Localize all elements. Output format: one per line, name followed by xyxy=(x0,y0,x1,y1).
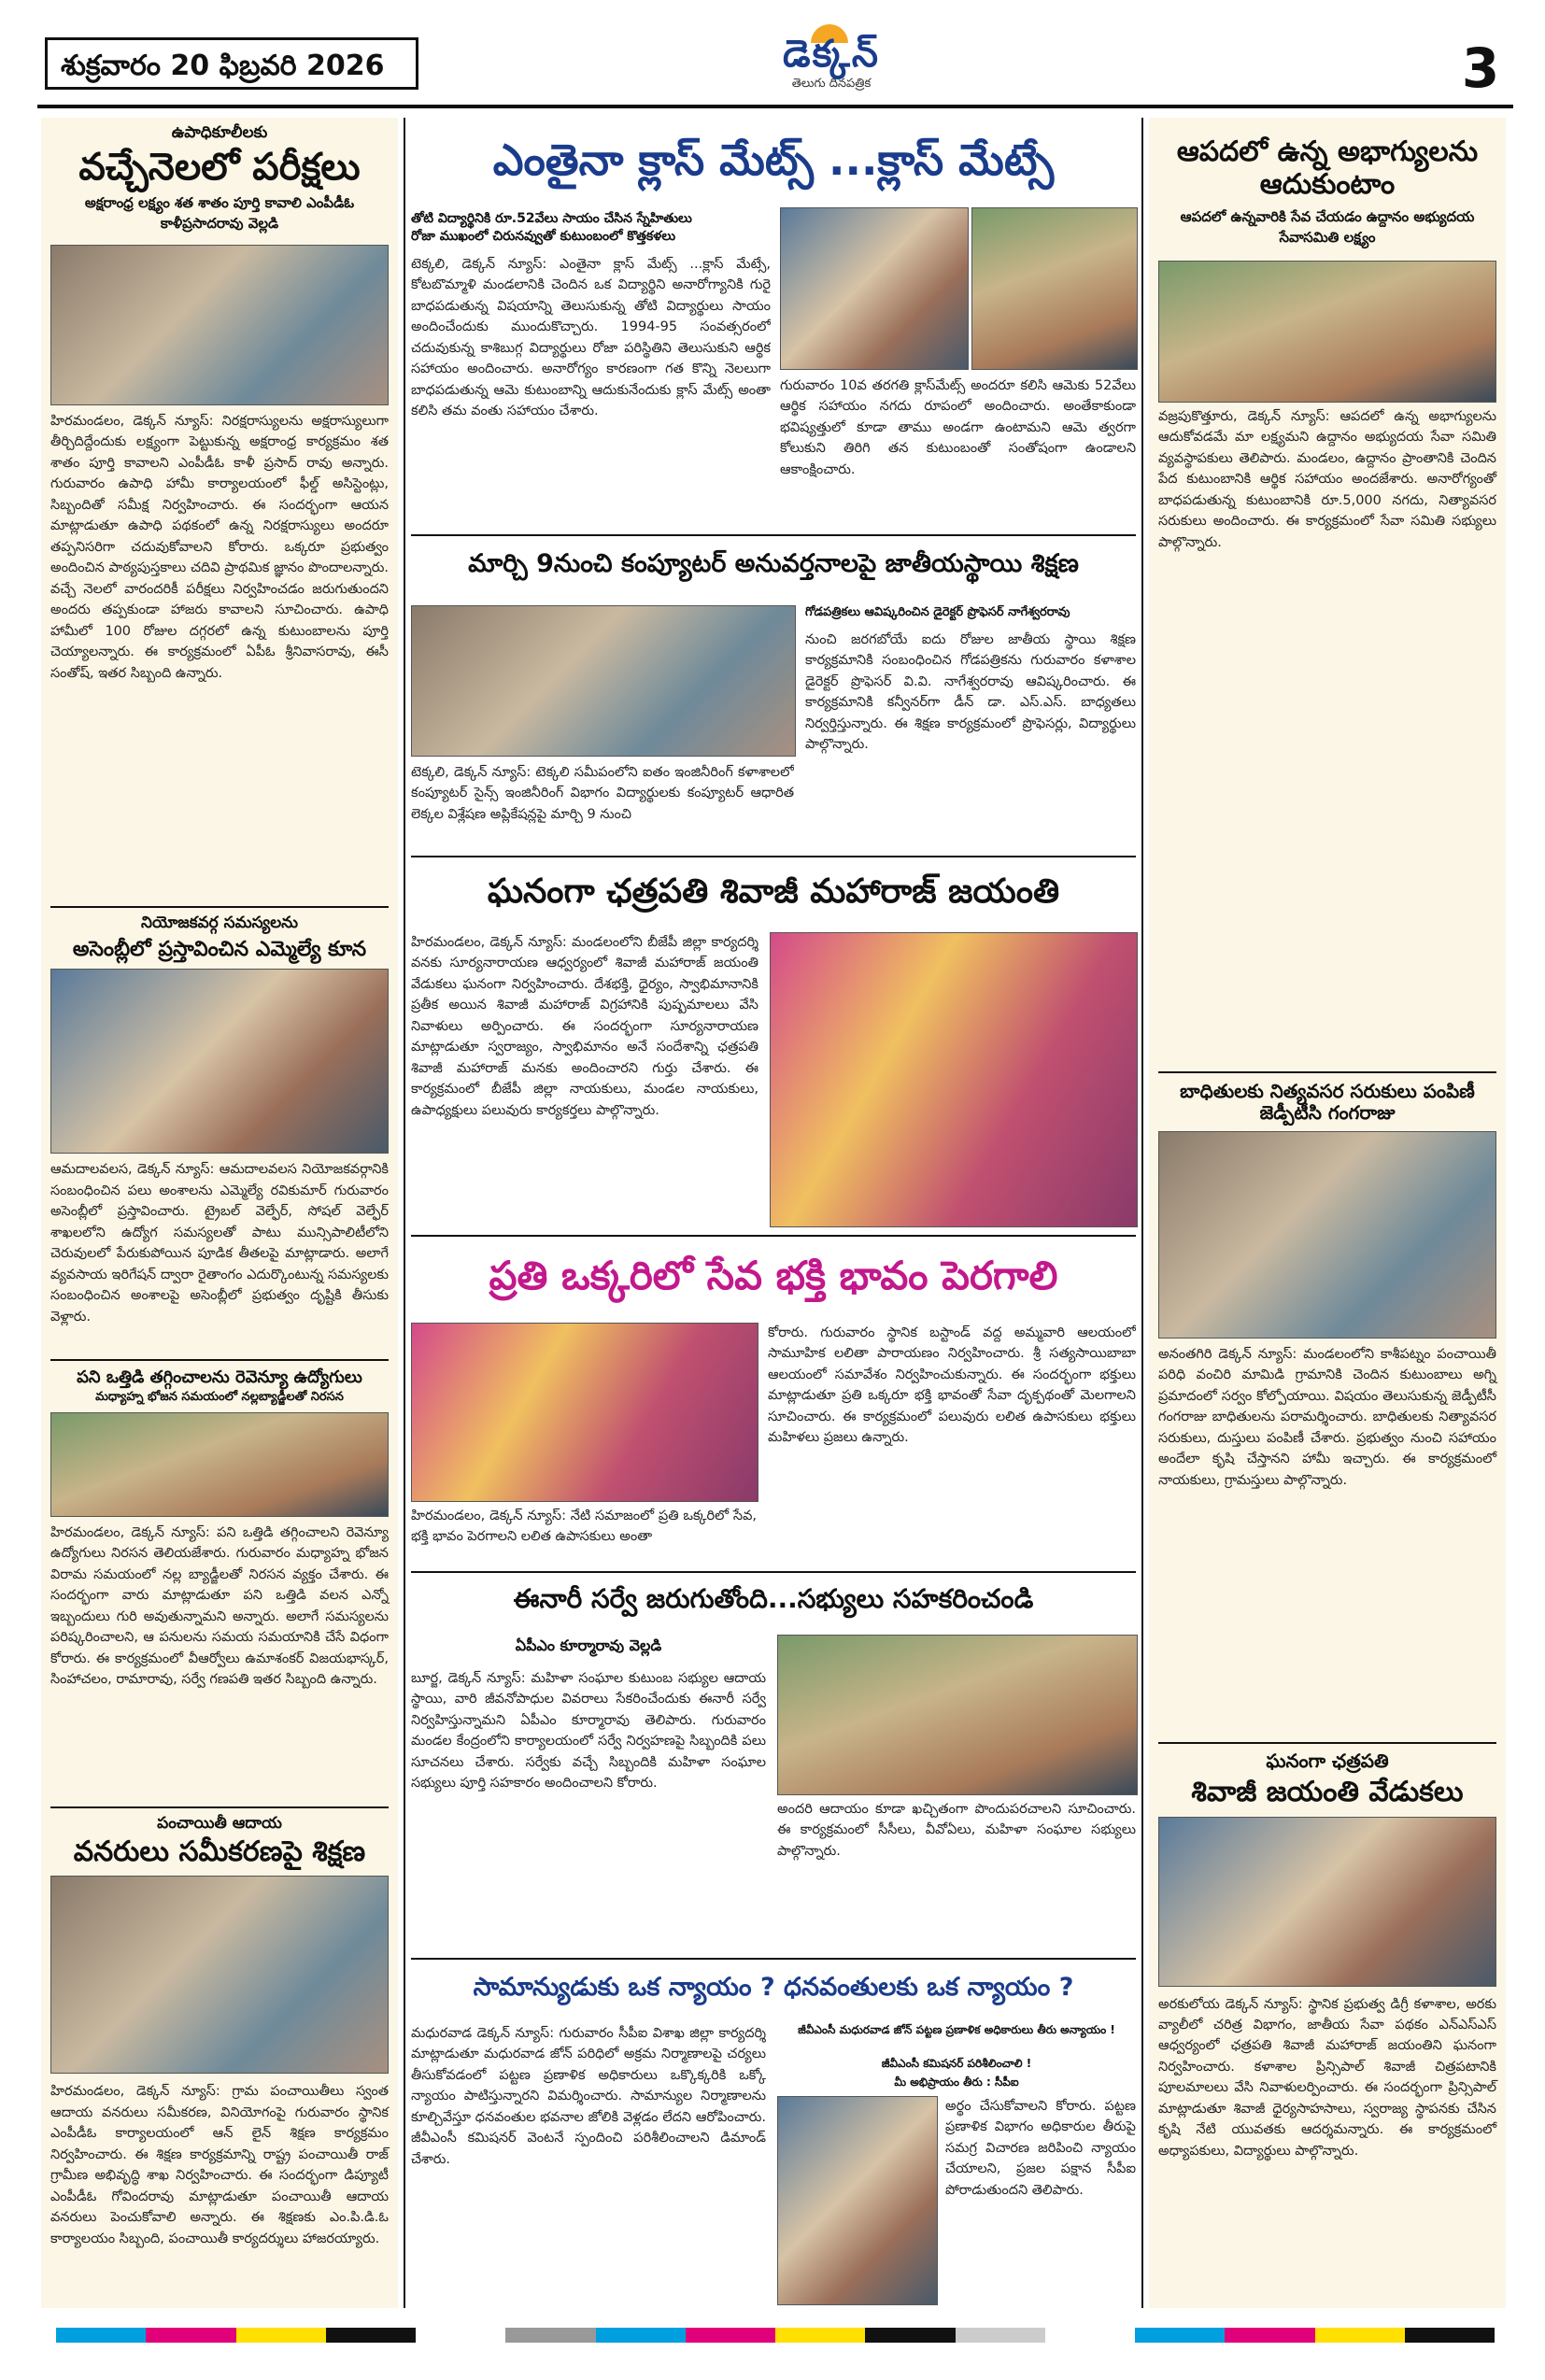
a1-deck2: రోజా ముఖంలో చిరునవ్వుతో కుటుంబంలో కొత్తకళలు xyxy=(411,229,676,244)
center-column xyxy=(411,118,1136,2308)
issue-date: శుక్రవారం 20 ఫిబ్రవరి 2026 xyxy=(45,37,418,90)
s2-kicker: నియోజకవర్గ సమస్యలను xyxy=(141,914,298,932)
a4-body2: కోరారు. గురువారం స్థానిక బస్టాండ్ వద్ద అమ్మవారి ఆలయంలో సామూహిక లలితా పారాయణం నిర్వహించారు. శ్రీ సత్యసాయిబాబా ఆలయంలో సమావేశం నిర్వహించుకున్నారు. ఈ సందర్భంగా భక్తులు మాట్లాడుతూ ప్రతి ఒక్కరూ భక్తి భావంతో సేవా దృక్పథంతో మెలగాలని సూచించారు. ఈ కార్యక్రమంలో పలువురు లలిత ఉపాసకులు భక్తులు మహిళలు ప్రజలు ఉన్నారు. xyxy=(768,1325,1136,1446)
separator xyxy=(411,1571,1136,1573)
separator xyxy=(50,1806,389,1808)
s2-body: ఆమదాలవలస, డెక్కన్ న్యూస్: ఆమదాలవలస నియోజకవర్గానికి సంబంధించిన పలు అంశాలను ఎమ్మెల్యే రవికుమార్ గురువారం అసెంబ్లీలో ప్రస్తావించారు. ట్రైబల్ వెల్ఫేర్, సోషల్ వెల్ఫేర్ శాఖలలోని ఉద్యోగ సమస్యలతో పాటు మున్సిపాలిటీలోని చెరువులలో పేరుకుపోయిన పూడిక తీతలపై మాట్లాడారు. అలాగే వ్యవసాయ ఇరిగేషన్ ద్వారా రైతాంగం ఎదుర్కొంటున్న సమస్యలకు సంబంధించిన అంశాలపై అసెంబ్లీలో ప్రభుత్వం దృష్టికి తీసుకు వెళ్లారు. xyxy=(50,1162,389,1325)
r1-headline: ఆపదలో ఉన్న అభాగ్యులను ఆదుకుంటాం xyxy=(1176,135,1479,201)
s3-photo xyxy=(50,1412,389,1517)
s3-sub: మధ్యాహ్న భోజన సమయంలో నల్లబ్యాడ్జీలతో నిరసన xyxy=(95,1389,344,1404)
a3-body: హిరమండలం, డెక్కన్ న్యూస్: మండలంలోని బీజేపీ జిల్లా కార్యదర్శి వనకు సూర్యనారాయణ ఆధ్వర్యంలో శివాజీ మహారాజ్ జయంతి వేడుకలు ఘనంగా నిర్వహించారు. దేశభక్తి, ధైర్యం, స్వాభిమానానికి ప్రతీక అయిన శివాజీ మహారాజ్ విగ్రహానికి పుష్పమాలలు వేసి నివాళులు అర్పించారు. ఈ సందర్భంగా సూర్యనారాయణ మాట్లాడుతూ స్వరాజ్యం, స్వాభిమానం అనే సందేశాన్ని ఛత్రపతి శివాజీ మహారాజ్ మనకు అందించారని గుర్తు చేశారు. ఈ కార్యక్రమంలో బీజేపీ జిల్లా నాయకులు, మండల నాయకులు, ఉపాధ్యక్షులు పలువురు కార్యకర్తలు పాల్గొన్నారు. xyxy=(411,935,758,1118)
a1-body2: గురువారం 10వ తరగతి క్లాస్‌మేట్స్ అందరూ కలిసి ఆమెకు 52వేలు ఆర్థిక సహాయం నగదు రూపంలో అందించారు. అంతేకాకుండా భవిష్యత్తులో కూడా తాము అండగా ఉంటామని ఆమె త్వరగా కోలుకుని తిరిగి తన కుటుంబంతో సంతోషంగా ఉండాలని ఆకాంక్షించారు. xyxy=(780,378,1136,477)
separator xyxy=(50,906,389,908)
a6-deck3: మీ అభిప్రాయం తీరు : సీపీఐ xyxy=(894,2075,1019,2089)
r3-headline: శివాజీ జయంతి వేడుకలు xyxy=(1191,1776,1464,1808)
s3-headline: పని ఒత్తిడి తగ్గించాలను రెవెన్యూ ఉద్యోగులు xyxy=(77,1367,362,1388)
a2-deck: గోడపత్రికలు ఆవిష్కరించిన డైరెక్టర్ ప్రొఫెసర్ నాగేశ్వరరావు xyxy=(805,605,1070,619)
a1-headline: ఎంతైనా క్లాస్ మేట్స్ ...క్లాస్ మేట్సే xyxy=(492,135,1055,185)
s3-body: హిరమండలం, డెక్కన్ న్యూస్: పని ఒత్తిడి తగ్గించాలని రెవెన్యూ ఉద్యోగులు నిరసన తెలియజేశారు. గురువారం మధ్యాహ్న భోజన విరామ సమయంలో నల్ల బ్యాడ్జీలతో నిరసన వ్యక్తం చేశారు. ఈ సందర్భంగా వారు మాట్లాడుతూ పని ఒత్తిడి వలన ఎన్నో ఇబ్బందులు గురి అవుతున్నామని అన్నారు. అలాగే సమస్యలను పరిష్కరించాలని, ఆ పనులను సమయ సమయానికి చేసే విధంగా కోరారు. ఈ కార్యక్రమంలో వీఆర్వోలు ఉమాశంకర్ విజయభాస్కర్, సింహాచలం, రామారావు, సర్వే గణపతి ఇతర సిబ్బంది ఉన్నారు. xyxy=(50,1524,389,1688)
separator xyxy=(1158,1742,1496,1744)
s4-photo xyxy=(50,1876,389,2074)
r3-body: అరకులోయ డెక్కన్ న్యూస్: స్థానిక ప్రభుత్వ డిగ్రీ కళాశాల, అరకు వ్యాలీలో చరిత్ర విభాగం, జాతీయ సేవా పథకం ఎన్ఎస్ఎస్ ఆధ్వర్యంలో ఛత్రపతి శివాజీ మహారాజ్ జయంతిని ఘనంగా నిర్వహించారు. కళాశాల ప్రిన్సిపాల్ శివాజీ చిత్రపటానికి పూలమాలలు వేసి నివాళులర్పించారు. ఈ సందర్భంగా ప్రిన్సిపాల్ మాట్లాడుతూ శివాజీ ధైర్యసాహసాలు, స్వరాజ్య స్థాపనకు చేసిన కృషి నేటి యువతకు ఆదర్శమన్నారు. ఈ కార్యక్రమంలో అధ్యాపకులు, విద్యార్థులు పాల్గొన్నారు. xyxy=(1158,1996,1496,2159)
header-rule xyxy=(37,105,1513,108)
a6-deck2: జీవీఎంసీ కమిషనర్ పరిశీలించాలి ! xyxy=(881,2057,1032,2070)
a2-photo xyxy=(411,605,796,757)
a6-body2: అర్థం చేసుకోవాలని కోరారు. పట్టణ ప్రణాళిక విభాగం అధికారుల తీరుపై సమగ్ర విచారణ జరిపించి న్యాయం చేయాలని, ప్రజల పక్షాన సీపీఐ పోరాడుతుందని తెలిపారు. xyxy=(945,2099,1136,2198)
a2-body1: టెక్కలి, డెక్కన్ న్యూస్: టెక్కలి సమీపంలోని ఐతం ఇంజినీరింగ్ కళాశాలలో కంప్యూటర్ సైన్స్ ఇంజినీరింగ్ విభాగం విద్యార్థులకు కంప్యూటర్ ఆధారిత లెక్కల విశ్లేషణ అప్లికేషన్లపై మార్చి 9 నుంచి xyxy=(411,765,794,822)
s4-body: హిరమండలం, డెక్కన్ న్యూస్: గ్రామ పంచాయితీలు స్వంత ఆదాయ వనరులు సమీకరణ, వినియోగంపై గురువారం స్థానిక ఎంపీడీఓ కార్యాలయంలో ఆన్ లైన్ శిక్షణ కార్యక్రమం నిర్వహించారు. ఈ శిక్షణ కార్యక్రమాన్ని రాష్ట్ర పంచాయితీ రాజ్ గ్రామీణ అభివృద్ధి శాఖ నిర్వహించారు. ఈ సందర్భంగా డిప్యూటీ ఎంపీడీఓ గోవిందరావు మాట్లాడుతూ పంచాయితీ ఆదాయ వనరులు పెంచుకోవాలి అన్నారు. ఈ శిక్షణకు ఎం.పి.డి.ఓ కార్యాలయం సిబ్బంది, పంచాయితీ కార్యదర్శులు హాజరయ్యారు. xyxy=(50,2084,389,2246)
print-registration-bar xyxy=(56,2328,1495,2343)
r1-sub: ఆపదలో ఉన్నవారికి సేవ చేయడం ఉద్దానం అభ్యుదయ సేవాసమితి లక్ష్యం xyxy=(1180,208,1475,246)
s4-kicker: పంచాయితీ ఆదాయ xyxy=(157,1813,282,1833)
a6-body1: మధురవాడ డెక్కన్ న్యూస్: గురువారం సీపీఐ విశాఖ జిల్లా కార్యదర్శి మాట్లాడుతూ మధురవాడ జోన్ పరిధిలో అక్రమ నిర్మాణాలపై చర్యలు తీసుకోవడంలో పట్టణ ప్రణాళిక అధికారులు ఒక్కొక్కరికి ఒక్కో న్యాయం పాటిస్తున్నారని విమర్శించారు. సామాన్యుల నిర్మాణాలను కూల్చివేస్తూ ధనవంతుల భవనాల జోలికి వెళ్లడం లేదని ఆరోపించారు. జీవీఎంసీ కమిషనర్ వెంటనే స్పందించి పరిశీలించాలని డిమాండ్ చేశారు. xyxy=(411,2026,766,2167)
right-column xyxy=(1149,118,1506,2308)
separator xyxy=(411,1235,1136,1237)
a3-headline: ఘనంగా ఛత్రపతి శివాజీ మహారాజ్ జయంతి xyxy=(487,872,1060,911)
separator xyxy=(411,1958,1136,1960)
s2-headline: అసెంబ్లీలో ప్రస్తావించిన ఎమ్మెల్యే కూన xyxy=(72,938,367,961)
separator xyxy=(411,856,1136,857)
a6-headline: సామాన్యుడుకు ఒక న్యాయం ? ధనవంతులకు ఒక న్యాయం ? xyxy=(473,1973,1074,2002)
r3-photo xyxy=(1158,1817,1496,1987)
s1-sub: అక్షరాంధ్ర లక్ష్యం శత శాతం పూర్తి కావాలి ఎంపీడీఓ కాళీప్రసాదరావు వెల్లడి xyxy=(84,194,355,232)
a4-body1: హిరమండలం, డెక్కన్ న్యూస్: నేటి సమాజంలో ప్రతి ఒక్కరిలో సేవ, భక్తి భావం పెరగాలని లలిత ఉపాసకులు అంతా xyxy=(411,1509,757,1545)
separator xyxy=(411,534,1136,536)
masthead-title: డెక్కన్ xyxy=(783,33,880,76)
a2-headline: మార్చి 9నుంచి కంప్యూటర్ అనువర్తనాలపై జాతీయస్థాయి శిక్షణ xyxy=(468,549,1079,578)
a2-body2: నుంచి జరగబోయే ఐదు రోజుల జాతీయ స్థాయి శిక్షణ కార్యక్రమానికి సంబంధించిన గోడపత్రికను గురువారం కళాశాల డైరెక్టర్ ప్రొఫెసర్ వి.వి. నాగేశ్వరరావు ఆవిష్కరించారు. ఈ కార్యక్రమానికి కన్వీనర్‌గా డీన్ డా. ఎస్.ఎస్. బాధ్యతలు నిర్వర్తిస్తున్నారు. ఈ శిక్షణ కార్యక్రమంలో ప్రొఫెసర్లు, విద్యార్థులు పాల్గొన్నారు. xyxy=(805,632,1136,753)
separator xyxy=(50,1359,389,1361)
column-rule xyxy=(404,118,405,2308)
a5-headline: ఈనారీ సర్వే జరుగుతోంది...సభ్యులు సహకరించండి xyxy=(513,1583,1034,1614)
s2-photo xyxy=(50,969,389,1154)
a1-photo-2 xyxy=(971,207,1138,370)
r3-kicker: ఘనంగా ఛత్రపతి xyxy=(1266,1750,1389,1772)
page-number: 3 xyxy=(1461,36,1500,100)
a6-photo xyxy=(777,2096,938,2305)
r2-body: అనంతగిరి డెక్కన్ న్యూస్: మండలంలోని కాశీపట్నం పంచాయితీ పరిధి వంచిరి మామిడి గ్రామానికి చెందిన కుటుంబాలు అగ్ని ప్రమాదంలో సర్వం కోల్పోయాయి. విషయం తెలుసుకున్న జెడ్పీటీసీ గంగరాజు బాధితులను పరామర్శించారు. బాధితులకు నిత్యావసర సరుకులు, దుస్తులు పంపిణీ చేశారు. ప్రభుత్వం నుంచి సహాయం అందేలా కృషి చేస్తానని హామీ ఇచ్చారు. ఈ కార్యక్రమంలో నాయకులు, గ్రామస్తులు పాల్గొన్నారు. xyxy=(1158,1347,1496,1488)
left-column xyxy=(41,118,398,2308)
r2-headline: బాధితులకు నిత్యవసర సరుకులు పంపిణీ జెడ్పీటీసి గంగరాజు xyxy=(1180,1080,1475,1124)
a5-body2: అందరి ఆదాయం కూడా ఖచ్చితంగా పొందుపరచాలని సూచించారు. ఈ కార్యక్రమంలో సీసీలు, వీవోఏలు, మహిళా సంఘాల సభ్యులు పాల్గొన్నారు. xyxy=(777,1802,1136,1859)
separator xyxy=(1158,1071,1496,1073)
s1-photo xyxy=(50,245,389,405)
column-rule xyxy=(1141,118,1143,2308)
a4-headline: ప్రతి ఒక్కరిలో సేవ భక్తి భావం పెరగాలి xyxy=(489,1253,1058,1298)
a1-body1: టెక్కలి, డెక్కన్ న్యూస్: ఎంతైనా క్లాస్ మేట్స్ ...క్లాస్ మేట్సే, కోటబొమ్మాళి మండలానికి చెందిన ఒక విద్యార్థిని అనారోగ్యానికి గురై బాధపడుతున్న విషయాన్ని తెలుసుకున్న తోటి విద్యార్థులు సాయం అందించేందుకు ముందుకొచ్చారు. 1994-95 సంవత్సరంలో చదువుకున్న కాశిబుగ్గ విద్యార్థులు రోజా పరిస్థితిని తెలుసుకుని ఆర్థిక సహాయం అందించారు. అనారోగ్యం కారణంగా గత కొన్ని నెలలుగా బాధపడుతున్న ఆమె కుటుంబాన్ని ఆదుకునేందుకు క్లాస్ మేట్స్ అంతా కలిసి తమ వంతు సహాయం చేశారు. xyxy=(411,257,771,419)
masthead-tagline: తెలుగు దినపత్రిక xyxy=(791,77,872,91)
a3-photo xyxy=(770,932,1138,1227)
s1-kicker: ఉపాధికూలీలకు xyxy=(171,123,268,142)
s4-headline: వనరులు సమీకరణపై శిక్షణ xyxy=(73,1835,366,1868)
a1-deck1: తోటి విద్యార్థినికి రూ.52వేలు సాయం చేసిన స్నేహితులు xyxy=(411,211,692,226)
s1-headline: వచ్చేనెలలో పరీక్షలు xyxy=(78,146,361,189)
r1-photo xyxy=(1158,261,1496,403)
a1-photo-1 xyxy=(780,207,969,370)
s1-body: హిరమండలం, డెక్కన్ న్యూస్: నిరక్షరాస్యులను అక్షరాస్యులుగా తీర్చిదిద్దేందుకు లక్ష్యంగా పెట్టుకున్న అక్షరాంధ్ర కార్యక్రమం శత శాతం పూర్తి కావాలని ఎంపీడీఓ కాళీ ప్రసాద్ రావు అన్నారు. గురువారం ఉపాధి హామీ కార్యాలయంలో ఫీల్డ్ అసిస్టెంట్లు, సిబ్బందితో సమీక్ష నిర్వహించారు. ఈ సందర్భంగా ఆయన మాట్లాడుతూ ఉపాధి పథకంలో ఉన్న నిరక్షరాస్యులు అందరూ తప్పనిసరిగా చదువుకోవాలని కోరారు. ఒక్కరూ ప్రభుత్వం అందించిన పాఠ్యపుస్తకాలు చదివి ప్రాథమిక జ్ఞానం పొందాలన్నారు. వచ్చే నెలలో వారందరికీ పరీక్షలు నిర్వహించడం జరుగుతుందని అందరు తప్పకుండా హాజరు కావాలని సూచించారు. ఉపాధి హామీలో 100 రోజుల దగ్గరలో ఉన్న కుటుంబాలను పూర్తి చెయ్యాలన్నారు. ఈ కార్యక్రమంలో ఏపీఓ శ్రీనివాసరావు, ఈసీ సంతోష్, ఇతర సిబ్బంది ఉన్నారు. xyxy=(50,414,389,681)
a5-photo xyxy=(777,1635,1138,1795)
a5-sub: ఏపీఎం కూర్మారావు వెల్లడి xyxy=(515,1636,662,1654)
r1-body: వజ్రపుకొత్తూరు, డెక్కన్ న్యూస్: ఆపదలో ఉన్న అభాగ్యులను ఆదుకోవడమే మా లక్ష్యమని ఉద్దానం అభ్యుదయ సేవా సమితి వ్యవస్థాపకులు తెలిపారు. మండలం, ఉద్దానం ప్రాంతానికి చెందిన పేద కుటుంబానికి ఆర్థిక సహాయం అందజేశారు. అనారోగ్యంతో బాధపడుతున్న కుటుంబానికి రూ.5,000 నగదు, నిత్యావసర సరుకులు అందించారు. ఈ కార్యక్రమంలో సేవా సమితి సభ్యులు పాల్గొన్నారు. xyxy=(1158,409,1496,550)
r2-photo xyxy=(1158,1131,1496,1339)
a4-photo xyxy=(411,1323,758,1502)
a5-body1: బూర్జ, డెక్కన్ న్యూస్: మహిళా సంఘాల కుటుంబ సభ్యుల ఆదాయ స్థాయి, వారి జీవనోపాధుల వివరాలు సేకరించేందుకు ఈనారీ సర్వే నిర్వహిస్తున్నామని ఏపీఎం కూర్మారావు తెలిపారు. గురువారం మండల కేంద్రంలోని కార్యాలయంలో సర్వే నిర్వహణపై సిబ్బందికి పలు సూచనలు చేశారు. సర్వేకు వచ్చే సిబ్బందికి మహిళా సంఘాల సభ్యులు పూర్తి సహకారం అందించాలని కోరారు. xyxy=(411,1671,766,1792)
a6-deck1: జీవీఎంసీ మధురవాడ జోన్ పట్టణ ప్రణాళిక అధికారులు తీరు అన్యాయం ! xyxy=(798,2023,1115,2036)
masthead xyxy=(738,32,925,97)
